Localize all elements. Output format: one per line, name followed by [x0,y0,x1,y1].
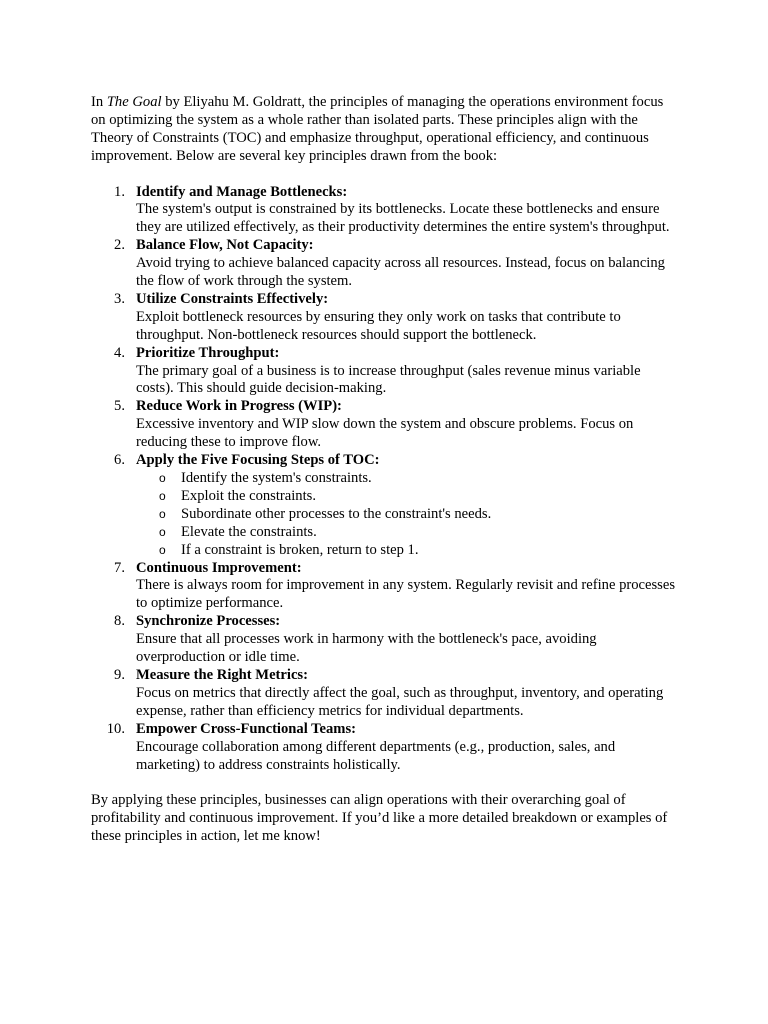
principle-description: Focus on metrics that directly affect the goal, such as throughput, inventory, and operating expense, rather than efficiency metrics for individual departments. [136,684,664,719]
principle-title: Prioritize Throughput: [136,344,280,361]
principle-description: Excessive inventory and WIP slow down the system and obscure problems. Focus on reducing these to improve flow. [136,416,634,451]
principle-number: 10. [106,720,125,737]
principle-item [91,452,681,559]
principle-item [91,560,681,614]
focusing-step [136,506,681,524]
principle-number: 3. [114,290,125,307]
principle-title: Synchronize Processes: [136,613,281,630]
principle-description: Ensure that all processes work in harmony with the bottleneck's pace, avoiding overproduction or idle time. [136,631,597,666]
principle-description: The primary goal of a business is to increase throughput (sales revenue minus variable costs). This should guide decision-making. [136,362,641,397]
principle-item [91,291,681,345]
bullet-icon: o [159,471,166,486]
principle-item [91,184,681,238]
focusing-step-text: Subordinate other processes to the constraint's needs. [181,505,492,522]
focusing-step [136,524,681,542]
focusing-step-text: Exploit the constraints. [181,487,316,504]
principle-number: 4. [114,344,125,361]
principle-title: Measure the Right Metrics: [136,666,308,683]
principle-title: Balance Flow, Not Capacity: [136,237,314,254]
principle-description: There is always room for improvement in any system. Regularly revisit and refine processes to optimize performance. [136,577,676,612]
principle-title: Apply the Five Focusing Steps of TOC: [136,452,380,469]
focusing-steps-list [136,470,681,560]
principle-description: Avoid trying to achieve balanced capacity across all resources. Instead, focus on balancing the flow of work through the system. [136,255,665,290]
conclusion-paragraph: By applying these principles, businesses can align operations with their overarching goal of profitability and continuous improvement. If you’d like a more detailed breakdown or examples of these principles in action, let me know! [91,792,668,845]
book-title: The Goal [106,94,162,110]
principle-number: 2. [114,237,125,254]
bullet-icon: o [159,542,166,557]
principle-number: 9. [114,666,125,683]
bullet-icon: o [159,506,166,521]
principle-title: Empower Cross-Functional Teams: [136,720,357,737]
principle-description: Encourage collaboration among different departments (e.g., production, sales, and marketing) to address constraints holistically. [136,738,616,773]
principle-item [91,345,681,399]
principle-item [91,721,681,775]
principle-title: Identify and Manage Bottlenecks: [136,183,348,200]
principle-number: 7. [114,559,125,576]
focusing-step-text: If a constraint is broken, return to step 1. [181,541,419,558]
principle-number: 6. [114,452,125,469]
focusing-step [136,488,681,506]
bullet-icon: o [159,488,166,503]
principle-title: Utilize Constraints Effectively: [136,290,329,307]
focusing-step [136,470,681,488]
bullet-icon: o [159,524,166,539]
principle-number: 1. [114,183,125,200]
principle-number: 8. [114,613,125,630]
intro-prefix: In [91,94,107,110]
focusing-step [136,542,681,560]
principle-title: Reduce Work in Progress (WIP): [136,398,342,415]
principle-description: Exploit bottleneck resources by ensuring they only work on tasks that contribute to throughput. Non-bottleneck resources should support the bottleneck. [136,308,621,343]
document-page [91,94,681,846]
principle-item [91,237,681,291]
principles-list [91,184,681,775]
intro-text: by Eliyahu M. Goldratt, the principles of managing the operations environment focus on optimizing the system as a whole rather than isolated parts. These principles align with the Theory of Constraints (TOC) and emphasize throughput, operational efficiency, and continuous improvement. Below are several key principles drawn from the book: [91,94,664,164]
focusing-step-text: Elevate the constraints. [181,523,317,540]
principle-item [91,667,681,721]
principle-item [91,398,681,452]
intro-paragraph [91,94,681,166]
principle-number: 5. [114,398,125,415]
focusing-step-text: Identify the system's constraints. [181,470,372,487]
principle-description: The system's output is constrained by its bottlenecks. Locate these bottlenecks and ensure they are utilized effectively, as their productivity determines the entire system's throughput. [136,201,670,236]
principle-title: Continuous Improvement: [136,559,302,576]
principle-item [91,613,681,667]
